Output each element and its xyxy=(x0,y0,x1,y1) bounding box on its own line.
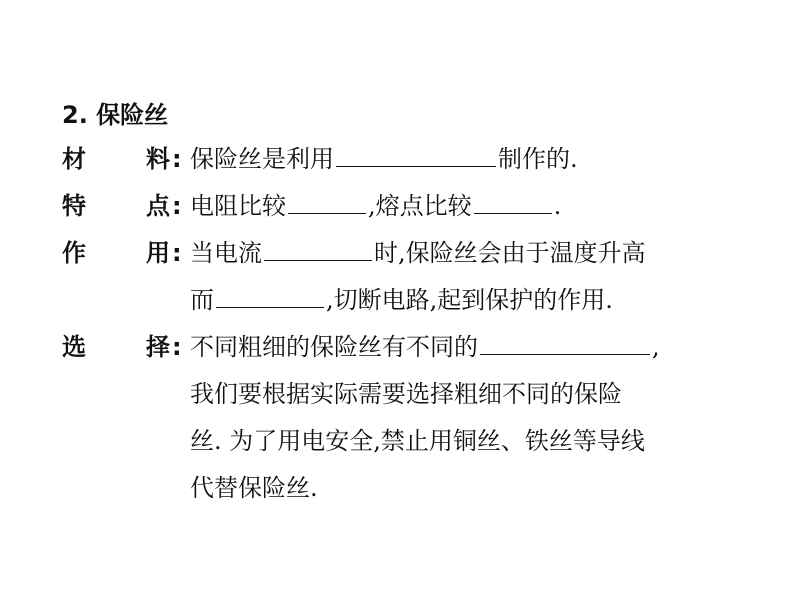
label-char: 料 xyxy=(146,145,170,173)
material-text xyxy=(190,142,578,176)
label-char: 特 xyxy=(62,192,86,220)
section-heading: 2. 保险丝 xyxy=(62,101,169,129)
fill-blank xyxy=(264,238,372,261)
label-char: 点 xyxy=(146,192,170,220)
label-char: 选 xyxy=(62,333,86,361)
text-segment: 制作的. xyxy=(498,145,578,173)
fill-blank xyxy=(288,191,366,214)
selection-text-line2: 我们要根据实际需要选择粗细不同的保险 xyxy=(190,380,622,408)
label-colon: : xyxy=(172,145,182,173)
fill-blank xyxy=(336,144,496,167)
function-text-line1 xyxy=(190,236,646,270)
text-segment: 电阻比较 xyxy=(190,192,286,220)
text-segment: 而 xyxy=(190,286,214,314)
label-char: 作 xyxy=(62,239,86,267)
selection-text-line3: 丝. 为了用电安全,禁止用铜丝、铁丝等导线 xyxy=(190,427,645,455)
fill-blank xyxy=(216,285,324,308)
fill-blank xyxy=(480,332,650,355)
label-char: 择 xyxy=(146,333,170,361)
text-segment: ,熔点比较 xyxy=(368,192,472,220)
function-text-line2 xyxy=(190,283,613,317)
label-colon: : xyxy=(172,239,182,267)
label-colon: : xyxy=(172,333,182,361)
fill-blank xyxy=(474,191,552,214)
text-segment: ,切断电路,起到保护的作用. xyxy=(326,286,613,314)
selection-text-line1 xyxy=(190,330,660,364)
text-segment: 时,保险丝会由于温度升高 xyxy=(374,239,646,267)
selection-text-line4: 代替保险丝. xyxy=(190,474,318,502)
text-segment: . xyxy=(553,192,562,220)
label-char: 用 xyxy=(146,239,170,267)
text-segment: , xyxy=(652,333,660,361)
label-char: 材 xyxy=(62,145,86,173)
label-colon: : xyxy=(172,192,182,220)
feature-text xyxy=(190,189,561,223)
text-segment: 不同粗细的保险丝有不同的 xyxy=(190,333,478,361)
text-segment: 当电流 xyxy=(190,239,262,267)
text-segment: 保险丝是利用 xyxy=(190,145,334,173)
